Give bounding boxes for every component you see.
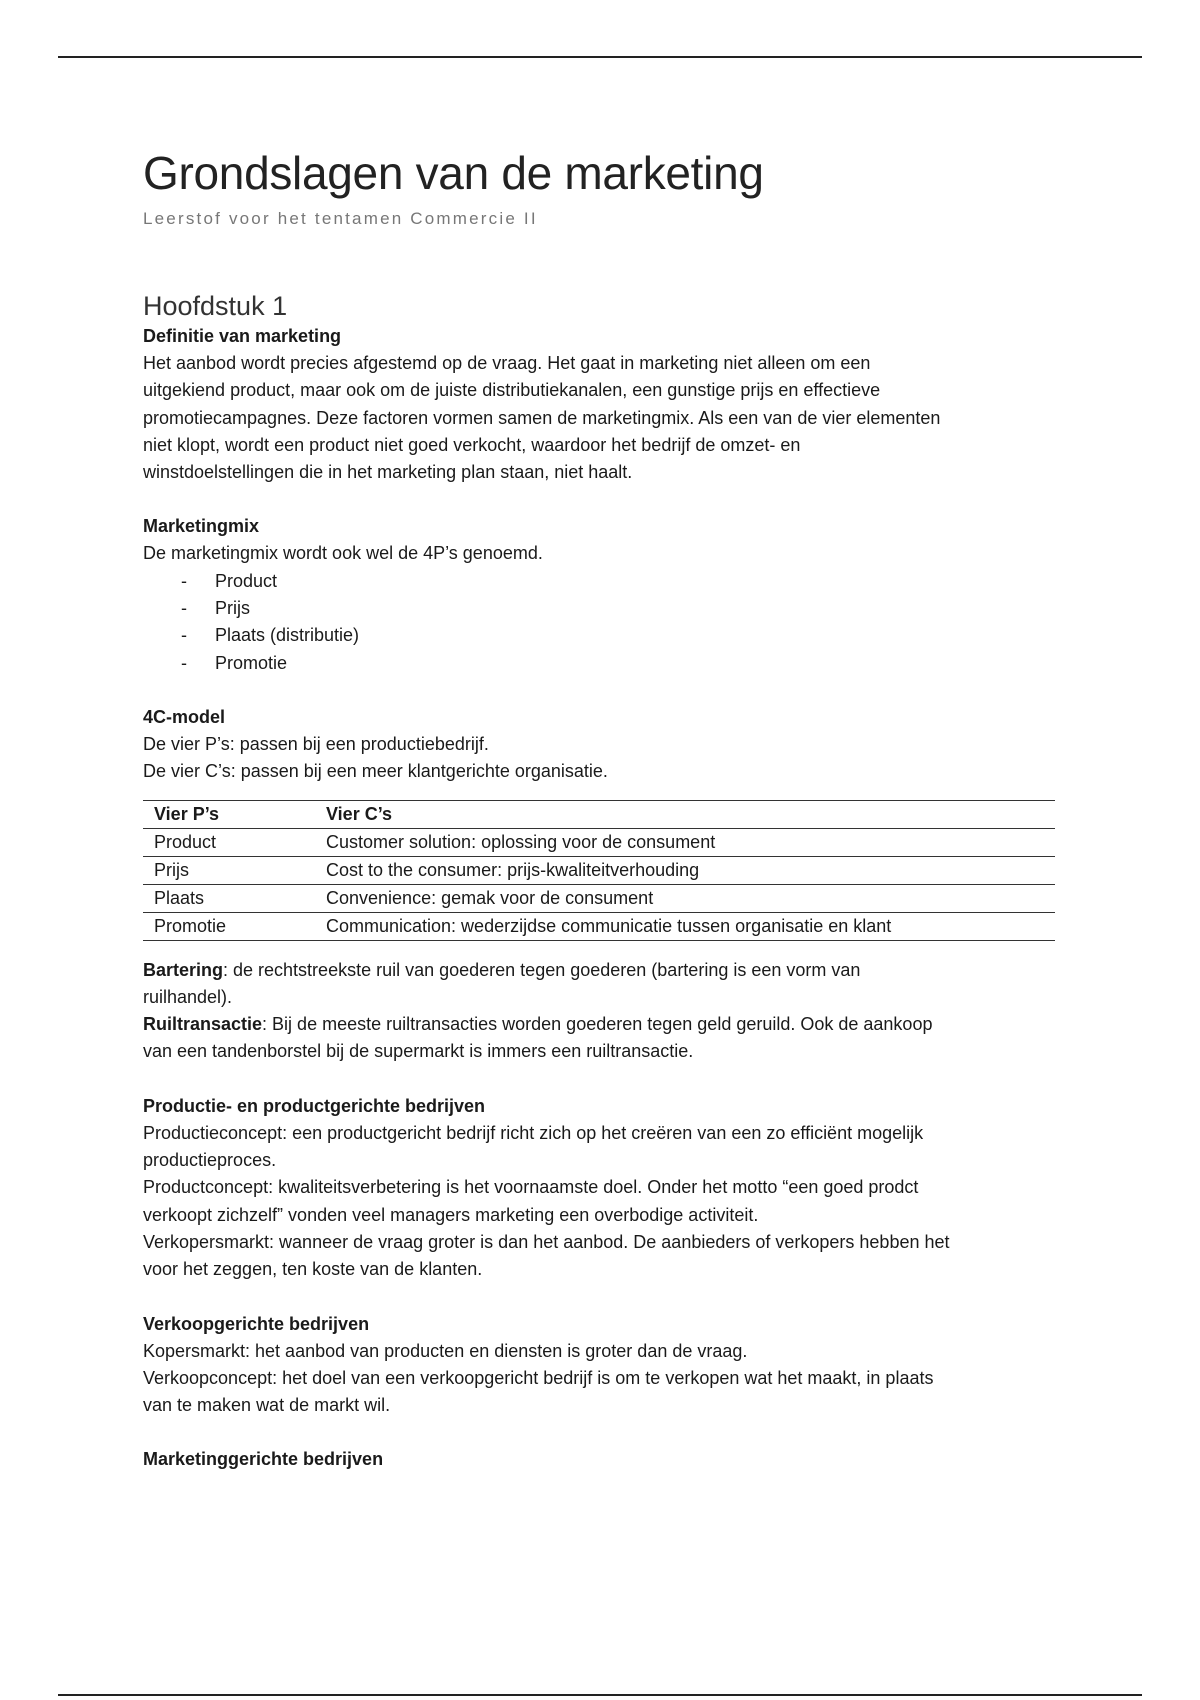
text-line: ruilhandel). <box>143 986 233 1007</box>
section-title: Marketinggerichte bedrijven <box>143 1449 384 1470</box>
table-cell: Product <box>143 828 315 856</box>
section-title: Definitie van marketing <box>143 326 342 346</box>
p-c-comparison-table <box>143 800 1055 941</box>
section-title: Productie- en productgerichte bedrijven <box>143 1095 486 1116</box>
section-title: Marketingmix <box>143 516 260 537</box>
list-item-label: Prijs <box>215 598 250 619</box>
section-title: 4C-model <box>143 706 226 727</box>
text-line: uitgekiend product, maar ook om de juiste distributiekanalen, een gunstige prijs en effectieve <box>143 380 881 401</box>
text-line: Productconcept: kwaliteitsverbetering is het voornaamste doel. Onder het motto “een goed prodct <box>143 1177 919 1198</box>
text-line: niet klopt, wordt een product niet goed verkocht, waardoor het bedrijf de omzet- en <box>143 434 801 455</box>
chapter-heading: Hoofdstuk 1 <box>143 291 288 321</box>
document-page <box>143 145 1055 1473</box>
term-label: Bartering <box>143 959 224 980</box>
text-line: van een tandenborstel bij de supermarkt is immers een ruiltransactie. <box>143 1041 694 1062</box>
term-label: Ruiltransactie <box>143 1014 263 1035</box>
dash-bullet: - <box>181 652 187 673</box>
text-line: De vier C’s: passen bij een meer klantgerichte organisatie. <box>143 761 608 782</box>
column-header: Vier P’s <box>143 800 315 828</box>
table-header-row <box>143 800 1055 828</box>
table-row <box>143 912 1055 940</box>
text-line: winstdoelstellingen die in het marketing plan staan, niet haalt. <box>143 462 633 483</box>
text-line: van te maken wat de markt wil. <box>143 1395 391 1416</box>
list-item <box>143 622 1055 649</box>
table-cell: Cost to the consumer: prijs-kwaliteitverhouding <box>315 856 1055 884</box>
list-item-label: Plaats (distributie) <box>215 625 360 646</box>
section-bartering <box>143 957 1055 1066</box>
document-title: Grondslagen van de marketing <box>143 147 764 199</box>
text-line: Het aanbod wordt precies afgestemd op de vraag. Het gaat in marketing niet alleen om een <box>143 353 871 373</box>
text-line: De vier P’s: passen bij een productiebedrijf. <box>143 733 489 754</box>
table-cell: Plaats <box>143 884 315 912</box>
list-item <box>143 568 1055 595</box>
table-cell: Customer solution: oplossing voor de consument <box>315 828 1055 856</box>
text-line: Verkopersmarkt: wanneer de vraag groter is dan het aanbod. De aanbieders of verkopers hebben het <box>143 1231 950 1252</box>
table-cell: Communication: wederzijdse communicatie tussen organisatie en klant <box>315 912 1055 940</box>
text-line <box>143 1011 1055 1038</box>
dash-bullet: - <box>181 570 187 591</box>
text-line: Verkoopconcept: het doel van een verkoopgericht bedrijf is om te verkopen wat het maakt, in plaats <box>143 1367 934 1388</box>
text-line: De marketingmix wordt ook wel de 4P’s genoemd. <box>143 543 543 564</box>
top-rule <box>58 56 1142 58</box>
document-subtitle: Leerstof voor het tentamen Commercie II <box>143 209 538 228</box>
definition-text: : de rechtstreekste ruil van goederen tegen goederen (bartering is een vorm van <box>223 959 861 980</box>
text-line: Productieconcept: een productgericht bedrijf richt zich op het creëren van een zo efficiënt mogelijk <box>143 1122 924 1143</box>
text-line: Kopersmarkt: het aanbod van producten en diensten is groter dan de vraag. <box>143 1340 748 1361</box>
text-line: verkoopt zichzelf” vonden veel managers marketing een overbodige activiteit. <box>143 1204 759 1225</box>
section-4c-model <box>143 704 1055 941</box>
section-title: Verkoopgerichte bedrijven <box>143 1313 370 1334</box>
table-cell: Convenience: gemak voor de consument <box>315 884 1055 912</box>
dash-bullet: - <box>181 598 187 619</box>
section-definitie <box>143 323 1055 486</box>
section-marketinggericht <box>143 1446 1055 1473</box>
text-line: promotiecampagnes. Deze factoren vormen samen de marketingmix. Als een van de vier elementen <box>143 407 941 428</box>
list-item-label: Product <box>215 570 278 591</box>
section-productie <box>143 1093 1055 1284</box>
definition-text: : Bij de meeste ruiltransacties worden goederen tegen geld geruild. Ook de aankoop <box>262 1014 933 1035</box>
section-verkoop <box>143 1311 1055 1420</box>
list-item <box>143 595 1055 622</box>
table-cell: Prijs <box>143 856 315 884</box>
table-cell: Promotie <box>143 912 315 940</box>
table-row <box>143 884 1055 912</box>
section-marketingmix <box>143 513 1055 676</box>
text-line: productieproces. <box>143 1150 277 1171</box>
marketingmix-list <box>143 568 1055 677</box>
list-item-label: Promotie <box>215 652 288 673</box>
table-row <box>143 828 1055 856</box>
text-line: voor het zeggen, ten koste van de klanten. <box>143 1259 483 1280</box>
list-item <box>143 650 1055 677</box>
dash-bullet: - <box>181 625 187 646</box>
text-line <box>143 957 1055 984</box>
column-header: Vier C’s <box>315 800 1055 828</box>
table-row <box>143 856 1055 884</box>
bottom-rule <box>58 1694 1142 1696</box>
